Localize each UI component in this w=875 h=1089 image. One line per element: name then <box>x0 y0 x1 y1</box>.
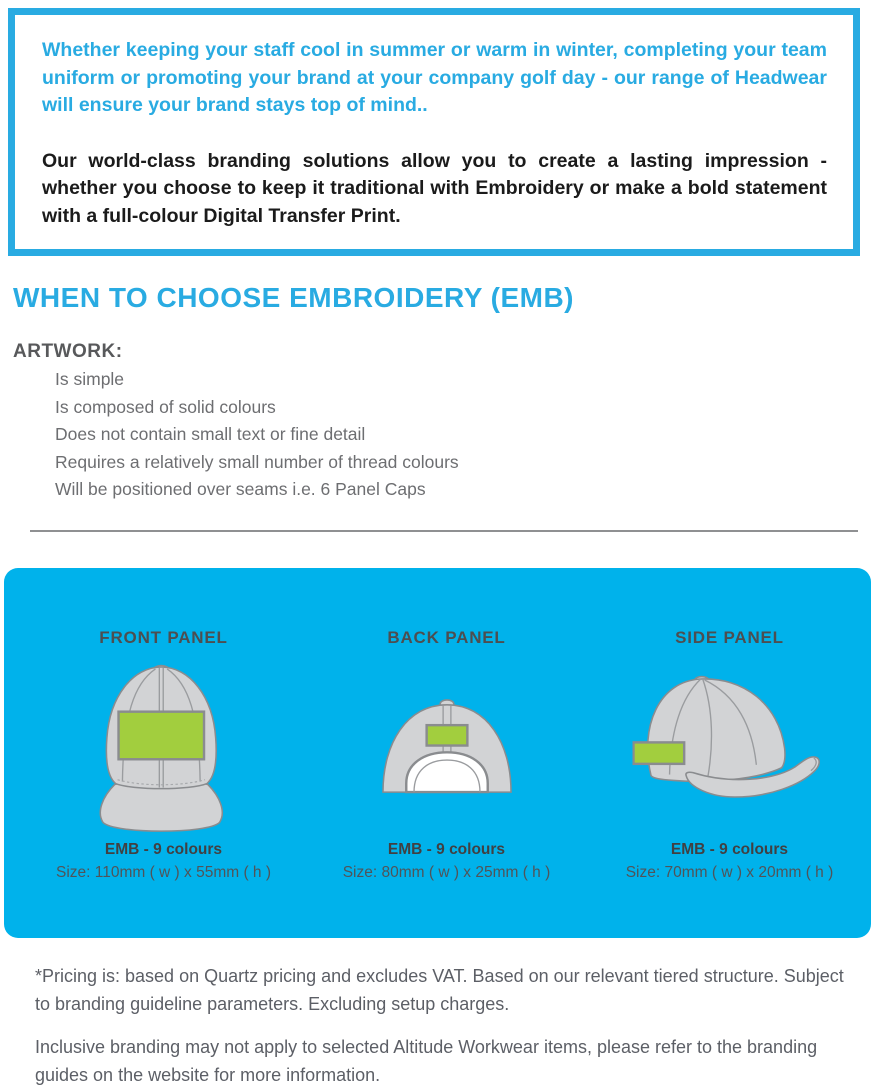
intro-body-text: Our world-class branding solutions allow you to create a lasting impression - whether you choose to keep it traditional with Embroidery or make a bold statement with a full-colour Digital Transfer Print. <box>42 149 827 227</box>
criteria-item: Requires a relatively small number of thread colours <box>55 451 459 472</box>
criteria-item: Is simple <box>55 369 125 389</box>
placement-panel <box>4 568 871 938</box>
inclusive-footnote: Inclusive branding may not apply to selected Altitude Workwear items, please refer to the branding guides on the website for more information. <box>35 1037 818 1085</box>
cap-front-icon <box>93 664 229 839</box>
placement-title: FRONT PANEL <box>99 628 228 647</box>
cap-illustration-area <box>305 648 588 841</box>
cap-back-icon <box>374 698 520 795</box>
intro-highlight-text: Whether keeping your staff cool in summer or warm in winter, completing your team uniform or promoting your brand at your company golf day - our range of Headwear will ensure your brand stays top of mind.. <box>42 39 827 116</box>
criteria-item: Is composed of solid colours <box>55 396 276 417</box>
section-heading: WHEN TO CHOOSE EMBROIDERY (EMB) <box>13 282 575 313</box>
placement-column-front <box>22 568 305 938</box>
footnotes <box>35 962 847 1089</box>
pricing-footnote: *Pricing is: based on Quartz pricing and excludes VAT. Based on our relevant tiered structure. Subject to branding guideline parameters. Excluding setup charges. <box>35 966 844 1014</box>
emb-colours-label: EMB - 9 colours <box>387 841 506 858</box>
intro-box <box>8 8 860 256</box>
emb-colours-label: EMB - 9 colours <box>670 841 789 858</box>
placement-column-back <box>305 568 588 938</box>
placement-column-side <box>588 568 871 938</box>
size-label: Size: 70mm ( w ) x 20mm ( h ) <box>625 864 834 881</box>
cap-illustration-area <box>22 648 305 841</box>
cap-illustration-area <box>588 648 871 841</box>
size-label: Size: 80mm ( w ) x 25mm ( h ) <box>342 864 551 881</box>
size-label: Size: 110mm ( w ) x 55mm ( h ) <box>55 864 272 881</box>
cap-side-icon <box>632 670 827 807</box>
placement-title: SIDE PANEL <box>675 628 784 647</box>
criteria-item: Does not contain small text or fine detail <box>55 424 366 444</box>
artwork-label: ARTWORK: <box>13 341 123 362</box>
artwork-criteria-list <box>55 366 459 504</box>
emb-colours-label: EMB - 9 colours <box>104 841 223 858</box>
placement-title: BACK PANEL <box>387 628 506 647</box>
criteria-item: Will be positioned over seams i.e. 6 Panel Caps <box>55 479 426 499</box>
section-divider <box>30 530 858 532</box>
